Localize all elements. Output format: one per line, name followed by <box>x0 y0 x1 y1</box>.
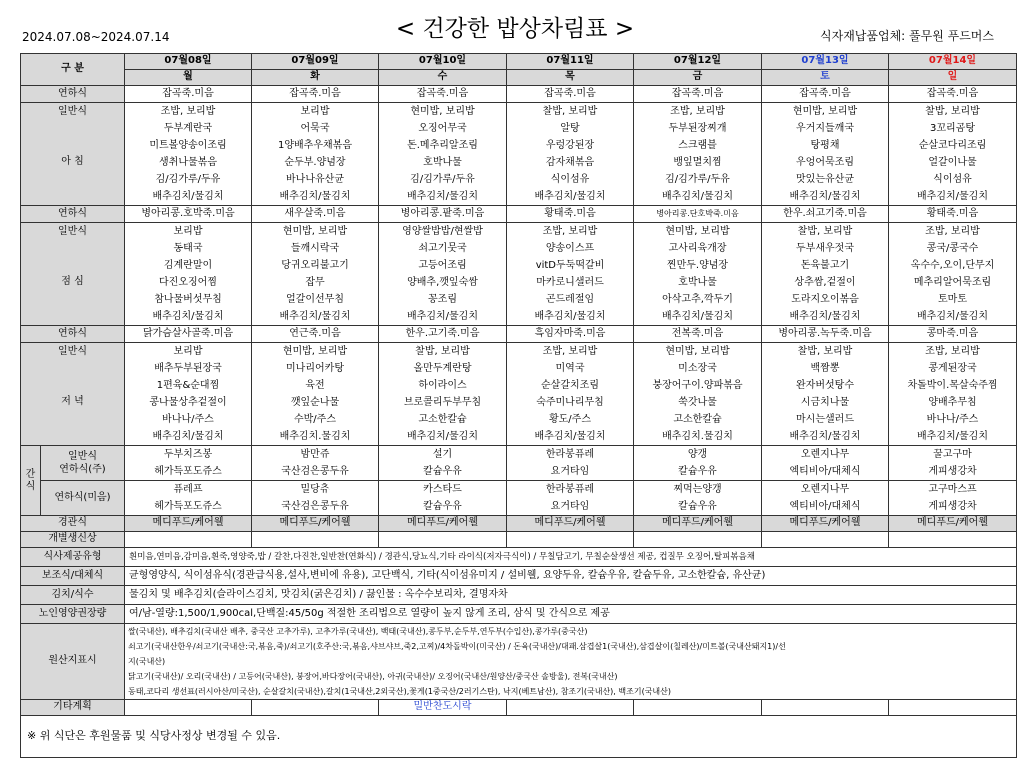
dinner-soft-item: 흑임자마죽.미음 <box>507 326 634 343</box>
snack-item: 카스타드 <box>423 484 462 495</box>
dinner-menu-cell <box>889 343 1017 446</box>
snack-cell <box>889 481 1017 516</box>
breakfast-menu-cell <box>379 103 507 206</box>
menu-item: 돈.메추리알조림 <box>407 140 478 151</box>
nutrition-value: 여/남-열량:1,500/1,900cal,단백질:45/50g 적절한 조리법으로 열량이 높지 않게 조리, 삼식 및 간식으로 제공 <box>125 605 1017 624</box>
lunch-soft-item: 병아리콩.호박죽.미음 <box>125 206 252 223</box>
menu-item: 보리밥 <box>173 346 203 357</box>
menu-item: 현미밥, 보리밥 <box>282 346 348 357</box>
menu-item: 배추김치/물김치 <box>789 311 861 322</box>
menu-item: 미트볼양송이조림 <box>149 140 227 151</box>
menu-item: 배추김치/물김치 <box>789 191 861 202</box>
menu-item: 차돌박이.목살숙주찜 <box>907 380 998 391</box>
menu-item: 두부된장찌개 <box>668 123 727 134</box>
menu-item: 어묵국 <box>300 123 330 134</box>
snack-item: 칼슘우유 <box>678 501 717 512</box>
menu-item: 호박나물 <box>678 277 717 288</box>
tube-item: 메디푸드/케어웰 <box>379 516 507 532</box>
birthday-cell <box>762 532 889 548</box>
menu-item: 두부새우젓국 <box>796 243 854 254</box>
tube-item: 메디푸드/케어웰 <box>634 516 762 532</box>
birthday-cell <box>634 532 762 548</box>
tube-item: 메디푸드/케어웰 <box>762 516 889 532</box>
birthday-cell <box>889 532 1017 548</box>
menu-item: 배추김치/물김치 <box>152 431 224 442</box>
menu-item: 현미밥, 보리밥 <box>665 226 730 237</box>
menu-item: 뱅잎멸치찜 <box>673 157 722 168</box>
dinner-menu-cell <box>634 343 762 446</box>
menu-item: 배추김치/물김치 <box>662 191 733 202</box>
lunch-row-label <box>21 223 125 326</box>
menu-item: 현미밥, 보리밥 <box>282 226 348 237</box>
gubun-header: 구 분 <box>21 54 125 86</box>
dinner-soft-item: 콩마죽.미음 <box>889 326 1017 343</box>
menu-item: 미역국 <box>555 363 585 374</box>
lunch-soft-item: 황태죽.미음 <box>507 206 634 223</box>
menu-item: 조밥, 보리밥 <box>542 226 598 237</box>
menu-item: 우거지들깨국 <box>796 123 854 134</box>
menu-item: 현미밥, 보리밥 <box>410 106 475 117</box>
menu-item: 배추김치/물김치 <box>279 311 351 322</box>
snack-cell <box>507 481 634 516</box>
menu-item: 곤드레절임 <box>545 294 595 305</box>
breakfast-soft-item: 잡곡죽.미음 <box>507 86 634 103</box>
menu-item: 김계란말이 <box>163 260 213 271</box>
menu-item: 콩나물상추겉절이 <box>149 397 227 408</box>
lunch-soft-item: 새우살죽.미음 <box>252 206 379 223</box>
origin-line: 지(국내산) <box>128 657 166 666</box>
snack-item: 양갱 <box>687 449 708 460</box>
menu-item: 배추김치/물김치 <box>917 431 988 442</box>
menu-item: 순살코다리조림 <box>918 140 987 151</box>
supplements-value: 균형영양식, 식이섬유식(경관급식용,설사,변비에 유용), 고단백식, 기타(식이섬유미지 / 설비웰, 요양두유, 칼슘우유, 칼슘두유, 고소한칼슘, 유산균) <box>125 567 1017 586</box>
menu-item: 옥수수,오이,단무지 <box>910 260 995 271</box>
snack-item: 칼슘우유 <box>678 466 717 477</box>
origin-line: 동태,코다리 생선표(러시아산/미국산), 순살갈치(국내산),갈치(1국내산,2외국산),꽃게(1중국산/2러기스탄), 낙지(베트남산), 참조기(국내산), 백조기(국내산) <box>128 687 671 696</box>
snack-cell <box>762 446 889 481</box>
dinner-menu-cell <box>379 343 507 446</box>
snack-item: 퓨레프 <box>173 484 203 495</box>
menu-item: 올만두계란탕 <box>413 363 472 374</box>
lunch-menu-cell <box>379 223 507 326</box>
breakfast-row-label <box>21 103 125 206</box>
snack-cell <box>507 446 634 481</box>
menu-item: 바나나유산균 <box>286 174 344 185</box>
snack-row1-label: 일반식 연하식(주) <box>41 446 125 481</box>
menu-item: 고소한칼슘 <box>418 414 467 425</box>
date-header: 07월10일 <box>379 54 507 70</box>
menu-item: 토마토 <box>938 294 967 305</box>
menu-item: vitD두둑떡갈비 <box>535 260 605 271</box>
menu-item: 김/김가루/두유 <box>155 174 221 185</box>
header <box>0 0 1030 50</box>
menu-item: 현미밥, 보리밥 <box>792 106 858 117</box>
menu-item: 찰밥, 보리밥 <box>542 106 598 117</box>
menu-item: 쑥갓나물 <box>678 397 717 408</box>
menu-item: 고사리육개장 <box>668 243 727 254</box>
dinner-soft-item: 병아리콩.녹두죽.미음 <box>762 326 889 343</box>
origin-line: 닭고기(국내산)/ 오리(국내산) / 고등어(국내산), 붕장어,바다장어(국내산), 아귀(국내산)/ 오징어(국내산/원양산/중국산 솔방울), 전복(국내산) <box>128 672 618 681</box>
lunch-label: 점 심 <box>61 276 84 288</box>
snack-item: 꿀고구마 <box>933 449 972 460</box>
tube-item: 메디푸드/케어웰 <box>507 516 634 532</box>
etc-blank <box>125 700 252 716</box>
snack-item: 게피생강차 <box>928 466 977 477</box>
lunch-soft-item: 황태죽.미음 <box>889 206 1017 223</box>
menu-item: 찰밥, 보리밥 <box>797 346 853 357</box>
menu-item: 배추김치/물김치 <box>534 431 606 442</box>
snack-item: 엑티비아/대체식 <box>789 501 861 512</box>
menu-item: 잡무 <box>305 277 325 288</box>
tube-item: 메디푸드/케어웰 <box>889 516 1017 532</box>
menu-item: 동태국 <box>173 243 203 254</box>
snack-item: 국산검은콩두유 <box>281 501 349 512</box>
menu-item: 찰밥, 보리밥 <box>415 346 470 357</box>
weekday-header: 월 <box>125 70 252 86</box>
snack-label: 간식 <box>21 446 41 516</box>
birthday-cell <box>125 532 252 548</box>
menu-item: 찐만두.양념장 <box>666 260 729 271</box>
dinner-general-label: 일반식 <box>58 346 87 357</box>
lunch-soft-item: 한우.쇠고기죽.미음 <box>762 206 889 223</box>
menu-item: 배추김치/물김치 <box>789 431 861 442</box>
menu-item: 현미밥, 보리밥 <box>665 346 730 357</box>
menu-item: 감자채볶음 <box>545 157 595 168</box>
breakfast-general-label: 일반식 <box>58 106 87 117</box>
snack-cell <box>252 446 379 481</box>
snack-item: 칼슘우유 <box>423 466 462 477</box>
breakfast-label: 아 침 <box>61 156 84 168</box>
snack-item: 설기 <box>432 449 453 460</box>
breakfast-menu-cell <box>634 103 762 206</box>
snack-cell <box>379 446 507 481</box>
supplier: 식자재납품업체: 풀무원 푸드머스 <box>820 29 994 43</box>
menu-item: 얼갈이선무침 <box>286 294 344 305</box>
dinner-menu-cell <box>507 343 634 446</box>
menu-item: 조밥, 보리밥 <box>542 346 598 357</box>
menu-item: 황도/주스 <box>548 414 591 425</box>
menu-item: 조밥, 보리밥 <box>670 106 725 117</box>
date-header: 07월14일 <box>889 54 1017 70</box>
menu-item: 영양쌀밥밥/현쌀밥 <box>402 226 483 237</box>
breakfast-soft-item: 잡곡죽.미음 <box>762 86 889 103</box>
snack-item: 오렌지나무 <box>800 449 850 460</box>
menu-item: 식이섬유 <box>933 174 972 185</box>
menu-period: 2024.07.08~2024.07.14 <box>22 30 170 44</box>
menu-item: 붕장어구이.양파볶음 <box>652 380 743 391</box>
snack-cell <box>762 481 889 516</box>
snack-item: 두부치즈봉 <box>163 449 213 460</box>
date-header: 07월11일 <box>507 54 634 70</box>
menu-item: 다진오징어찜 <box>159 277 217 288</box>
lunch-menu-cell <box>634 223 762 326</box>
menu-item: 바나나/주스 <box>926 414 979 425</box>
menu-item: 순살갈치조림 <box>541 380 599 391</box>
weekday-header: 금 <box>634 70 762 86</box>
menu-item: 보리밥 <box>300 106 330 117</box>
menu-item: 육전 <box>305 380 325 391</box>
meal-types-label: 식사제공유형 <box>21 548 125 567</box>
snack-item: 한라봉퓨레 <box>545 484 595 495</box>
menu-item: 순두부.양념장 <box>284 157 346 168</box>
date-header: 07월08일 <box>125 54 252 70</box>
menu-item: 미소장국 <box>678 363 717 374</box>
menu-item: 두부계란국 <box>163 123 213 134</box>
dinner-soft-item: 한우.고기죽.미음 <box>379 326 507 343</box>
menu-item: 상추쌈,겉절이 <box>794 277 856 288</box>
snack-item: 오렌지나무 <box>800 484 850 495</box>
menu-item: 오징어무국 <box>418 123 467 134</box>
menu-item: 미나리어카탕 <box>286 363 344 374</box>
menu-item: 우엉어묵조림 <box>796 157 854 168</box>
tube-label: 경관식 <box>21 516 125 532</box>
origin-line: 쇠고기(국내산한우/쇠고기(국내산:국,볶음,죽)/쇠고기(호주산:국,볶음,샤브샤브,죽2,고찌)/4차돌박이(미국산) / 돈육(국내산)/대패.삼겹살1(국내산),삼겹살이(칠레산)/미트볼(국내산돼지1)/선 <box>128 642 786 651</box>
birthday-cell <box>507 532 634 548</box>
snack-cell <box>252 481 379 516</box>
menu-item: 마카로니샐러드 <box>536 277 604 288</box>
menu-item: 배추김치/물김치 <box>917 191 988 202</box>
snack-item: 밀당츄 <box>300 484 330 495</box>
menu-item: 조밥, 보리밥 <box>925 226 980 237</box>
snack-cell <box>889 446 1017 481</box>
menu-item: 우렁강된장 <box>545 140 595 151</box>
menu-item: 스크램블 <box>678 140 717 151</box>
snack-item: 게피생강차 <box>928 501 977 512</box>
etc-value: 밀반찬도시락 <box>379 700 507 716</box>
page-title: < 건강한 밥상차림표 > <box>395 16 635 42</box>
menu-item: 얼갈이나물 <box>928 157 977 168</box>
menu-item: 당귀오리불고기 <box>281 260 349 271</box>
snack-item: 고구마스프 <box>928 484 977 495</box>
breakfast-soft-item: 잡곡죽.미음 <box>379 86 507 103</box>
snack-item: 요거타임 <box>550 466 590 477</box>
weekday-header: 토 <box>762 70 889 86</box>
menu-item: 배추김치/물김치 <box>152 191 224 202</box>
lunch-menu-cell <box>507 223 634 326</box>
snack-item: 요거타임 <box>550 501 590 512</box>
menu-item: 양송이스프 <box>545 243 595 254</box>
menu-item: 조밥, 보리밥 <box>925 346 980 357</box>
breakfast-soft-item: 잡곡죽.미음 <box>634 86 762 103</box>
snack-cell <box>634 481 762 516</box>
snack-cell <box>379 481 507 516</box>
lunch-general-label: 일반식 <box>58 226 87 237</box>
dinner-soft-item: 연근죽.미음 <box>252 326 379 343</box>
dinner-menu-cell <box>125 343 252 446</box>
menu-item: 배추김치/물김치 <box>917 311 988 322</box>
supplements-label: 보조식/대체식 <box>21 567 125 586</box>
origin-value <box>125 624 1017 700</box>
breakfast-menu-cell <box>889 103 1017 206</box>
meal-types-value: 흰미음,연미음,감미음,흰죽,영양죽,밥 / 갈찬,다진찬,일반찬(연화식) / 경관식,당뇨식,기타 라이식(저자극식이) / 무칠담고기, 무칠순살생선 제공, 컵질무 오징어,탈피볶음채 <box>125 548 1017 567</box>
menu-item: 콩국/콩국수 <box>926 243 979 254</box>
menu-item: 고등어조림 <box>418 260 467 271</box>
menu-item: 양배추무침 <box>928 397 977 408</box>
menu-item: 호박나물 <box>423 157 462 168</box>
menu-item: 숙주미나리무침 <box>536 397 604 408</box>
weekday-header: 화 <box>252 70 379 86</box>
snack-item: 헤가득포도쥬스 <box>154 501 222 512</box>
breakfast-menu-cell <box>125 103 252 206</box>
origin-label: 원산지표시 <box>21 624 125 700</box>
menu-item: 돈육불고기 <box>800 260 850 271</box>
menu-item: 양배추,깻잎숙쌈 <box>407 277 478 288</box>
snack-item: 헤가득포도쥬스 <box>154 466 222 477</box>
snack-row2-label: 연하식(미음) <box>41 481 125 516</box>
menu-item: 찰밥, 보리밥 <box>925 106 980 117</box>
menu-item: 시금치나물 <box>800 397 850 408</box>
menu-item: 1양배추우채볶음 <box>278 140 352 151</box>
snack-item: 칼슘우유 <box>423 501 462 512</box>
dinner-soft-item: 닭가슴살사골죽.미음 <box>125 326 252 343</box>
snack-item: 국산검은콩두유 <box>281 466 349 477</box>
etc-blank <box>634 700 762 716</box>
breakfast-menu-cell <box>762 103 889 206</box>
footnote: ※ 위 식단은 후원물품 및 식당사정상 변경될 수 있음. <box>21 716 1017 758</box>
dinner-menu-cell <box>762 343 889 446</box>
tube-item: 메디푸드/케어웰 <box>252 516 379 532</box>
menu-table <box>20 53 1017 758</box>
breakfast-menu-cell <box>252 103 379 206</box>
weekday-header: 목 <box>507 70 634 86</box>
menu-item: 식이섬유 <box>550 174 590 185</box>
nutrition-label: 노인영양권장량 <box>21 605 125 624</box>
menu-item: 바나나/주스 <box>162 414 214 425</box>
menu-item: 배추김치/물김치 <box>407 191 478 202</box>
menu-item: 고소한칼슘 <box>673 414 722 425</box>
menu-item: 배추김치/물김치 <box>534 311 606 322</box>
menu-item: 도라지오이볶음 <box>791 294 859 305</box>
snack-item: 엑티비아/대체식 <box>789 466 861 477</box>
menu-item: 배추김치.물김치 <box>662 431 733 442</box>
weekday-header: 수 <box>379 70 507 86</box>
menu-item: 참나물버섯무침 <box>154 294 222 305</box>
breakfast-soft-item: 잡곡죽.미음 <box>889 86 1017 103</box>
lunch-menu-cell <box>125 223 252 326</box>
lunch-menu-cell <box>762 223 889 326</box>
tube-item: 메디푸드/케어웰 <box>125 516 252 532</box>
menu-item: 배추김치.물김치 <box>279 431 351 442</box>
menu-item: 배추김치/물김치 <box>662 311 733 322</box>
menu-item: 배추김치/물김치 <box>534 191 606 202</box>
birthday-cell <box>379 532 507 548</box>
breakfast-soft-item: 잡곡죽.미음 <box>125 86 252 103</box>
dinner-row-label <box>21 343 125 446</box>
kimchi-water-label: 김치/식수 <box>21 586 125 605</box>
etc-blank <box>507 700 634 716</box>
menu-item: 3꼬리곰탕 <box>929 123 975 134</box>
etc-label: 기타계획 <box>21 700 125 716</box>
menu-item: 쇠고기뭇국 <box>418 243 467 254</box>
lunch-soft-item: 병아리콩.단호박죽.미음 <box>634 206 762 223</box>
menu-item: 맛있는유산균 <box>796 174 854 185</box>
lunch-menu-cell <box>252 223 379 326</box>
menu-item: 탕평채 <box>810 140 840 151</box>
dinner-label: 저 녁 <box>61 396 84 408</box>
menu-item: 들깨시락국 <box>290 243 340 254</box>
lunch-menu-cell <box>889 223 1017 326</box>
menu-item: 하이라이스 <box>418 380 467 391</box>
breakfast-menu-cell <box>507 103 634 206</box>
kimchi-water-value: 물김치 및 배추김치(슬라이스김치, 맛김치(굵은김치) / 끓인물 : 옥수수보리차, 결명자차 <box>125 586 1017 605</box>
menu-item: 완자버섯탕수 <box>796 380 854 391</box>
menu-item: 김/김가루/두유 <box>665 174 730 185</box>
menu-item: 배추김치/물김치 <box>407 311 478 322</box>
menu-item: 백짬뽕 <box>810 363 840 374</box>
menu-item: 1편육&순대찜 <box>156 380 220 391</box>
snack-item: 찌먹는양갱 <box>673 484 722 495</box>
menu-item: 마시는샐러드 <box>796 414 854 425</box>
menu-item: 김/김가루/두유 <box>410 174 475 185</box>
breakfast-soft-item: 잡곡죽.미음 <box>252 86 379 103</box>
menu-item: 알탕 <box>560 123 580 134</box>
menu-item: 보리밥 <box>173 226 203 237</box>
menu-item: 메추리알어묵조림 <box>913 277 992 288</box>
birthday-label: 개별생신상 <box>21 532 125 548</box>
menu-item: 찰밥, 보리밥 <box>797 226 853 237</box>
snack-item: 한라봉퓨레 <box>545 449 595 460</box>
breakfast-soft-label: 연하식 <box>21 86 125 103</box>
menu-item: 아삭고추,깍두기 <box>662 294 733 305</box>
dinner-menu-cell <box>252 343 379 446</box>
etc-blank <box>762 700 889 716</box>
menu-item: 생취나물볶음 <box>159 157 217 168</box>
menu-item: 배추김치/물김치 <box>279 191 351 202</box>
etc-blank <box>252 700 379 716</box>
lunch-soft-item: 병아리콩.팥죽.미음 <box>379 206 507 223</box>
menu-item: 배추김치/물김치 <box>407 431 478 442</box>
dinner-soft-item: 전복죽.미음 <box>634 326 762 343</box>
menu-item: 배추김치/물김치 <box>152 311 224 322</box>
menu-item: 꽁조림 <box>428 294 457 305</box>
lunch-soft-label: 연하식 <box>21 206 125 223</box>
dinner-soft-label: 연하식 <box>21 326 125 343</box>
weekday-header: 일 <box>889 70 1017 86</box>
menu-item: 브로콜리두부무침 <box>403 397 482 408</box>
date-header: 07월09일 <box>252 54 379 70</box>
menu-item: 콩게된장국 <box>928 363 977 374</box>
menu-item: 수박/주스 <box>293 414 336 425</box>
menu-item: 깻잎순나물 <box>290 397 340 408</box>
etc-blank <box>889 700 1017 716</box>
origin-line: 쌀(국내산), 배추김치(국내산 배추, 중국산 고추가루), 고추가루(국내산), 백태(국내산),콩두부,순두부,연두부(수입산),콩가루(중국산) <box>128 627 588 636</box>
menu-item: 조밥, 보리밥 <box>160 106 216 117</box>
date-header: 07월12일 <box>634 54 762 70</box>
snack-cell <box>634 446 762 481</box>
date-header: 07월13일 <box>762 54 889 70</box>
snack-item: 밤만쥬 <box>300 449 330 460</box>
snack-cell <box>125 446 252 481</box>
menu-item: 배추두부된장국 <box>154 363 222 374</box>
birthday-cell <box>252 532 379 548</box>
snack-cell <box>125 481 252 516</box>
